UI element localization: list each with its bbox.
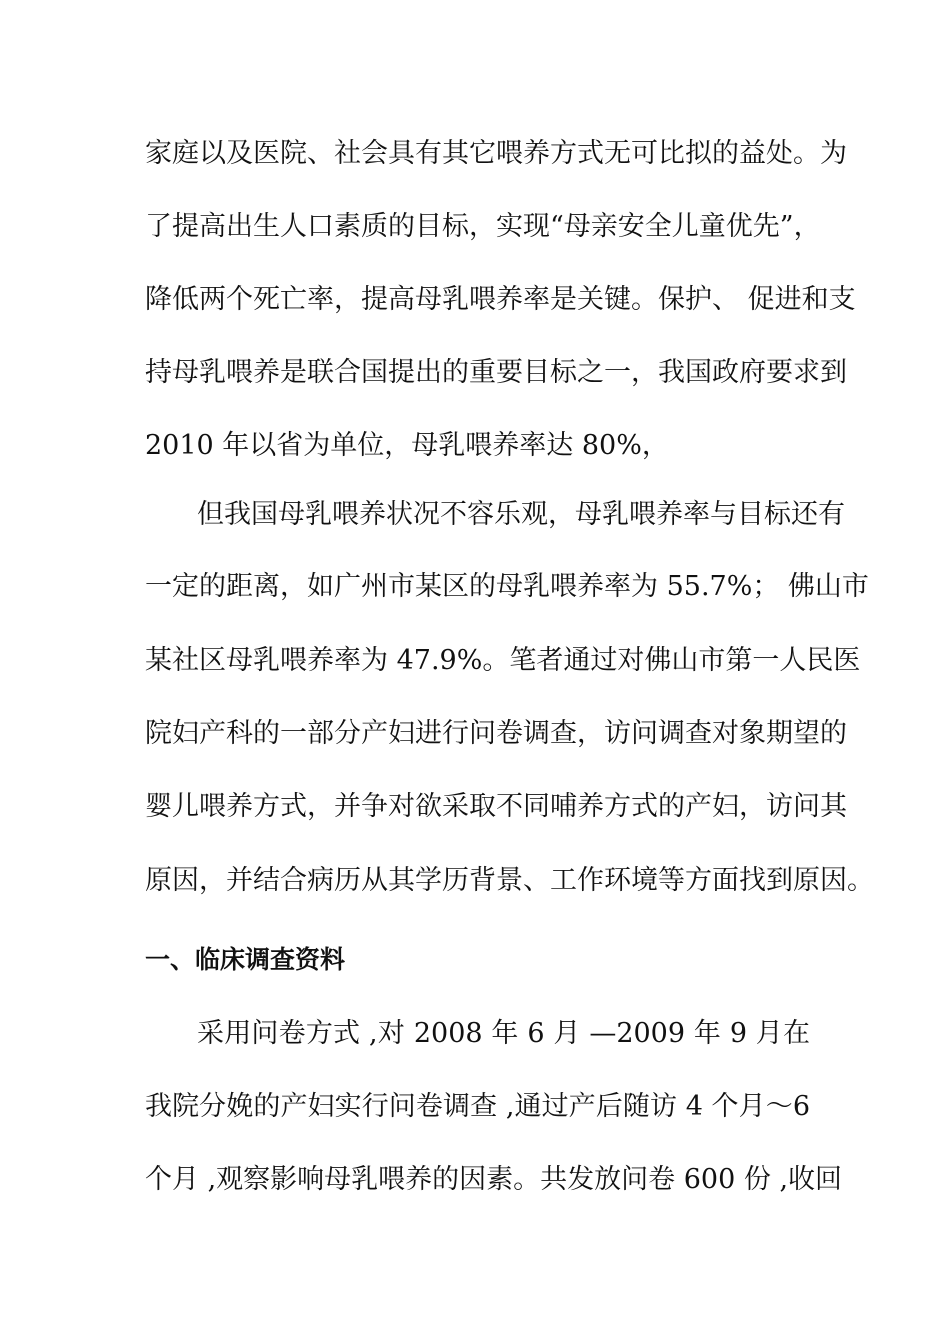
- paragraph-1-line-5: 2010 年以省为单位，母乳喂养率达 80%，: [145, 430, 669, 461]
- paragraph-1-line-4: 持母乳喂养是联合国提出的重要目标之一，我国政府要求到: [145, 357, 847, 388]
- paragraph-3-line-2: 我院分娩的产妇实行问卷调查 ,通过产后随访 4 个月～6: [145, 1091, 810, 1122]
- paragraph-2-line-1: 但我国母乳喂养状况不容乐观，母乳喂养率与目标还有: [197, 499, 845, 530]
- paragraph-2-line-4: 院妇产科的一部分产妇进行问卷调查，访问调查对象期望的: [145, 718, 847, 749]
- section-heading: 一、临床调查资料: [145, 945, 346, 974]
- paragraph-1-line-3: 降低两个死亡率，提高母乳喂养率是关键。保护、 促进和支: [145, 284, 856, 315]
- paragraph-3-line-3: 个月 ,观察影响母乳喂养的因素。共发放问卷 600 份 ,收回: [145, 1164, 843, 1195]
- paragraph-2-line-3: 某社区母乳喂养率为 47.9%。笔者通过对佛山市第一人民医: [145, 645, 861, 676]
- paragraph-2-line-6: 原因，并结合病历从其学历背景、工作环境等方面找到原因。: [145, 865, 874, 896]
- paragraph-2-line-2: 一定的距离，如广州市某区的母乳喂养率为 55.7%； 佛山市: [145, 571, 869, 602]
- paragraph-2-line-5: 婴儿喂养方式，并争对欲采取不同哺养方式的产妇，访问其: [145, 791, 847, 822]
- paragraph-3-line-1: 采用问卷方式 ,对 2008 年 6 月 —2009 年 9 月在: [197, 1018, 810, 1049]
- paragraph-1-line-1: 家庭以及医院、社会具有其它喂养方式无可比拟的益处。为: [145, 138, 847, 169]
- paragraph-1-line-2: 了提高出生人口素质的目标，实现“母亲安全儿童优先”，: [145, 211, 821, 242]
